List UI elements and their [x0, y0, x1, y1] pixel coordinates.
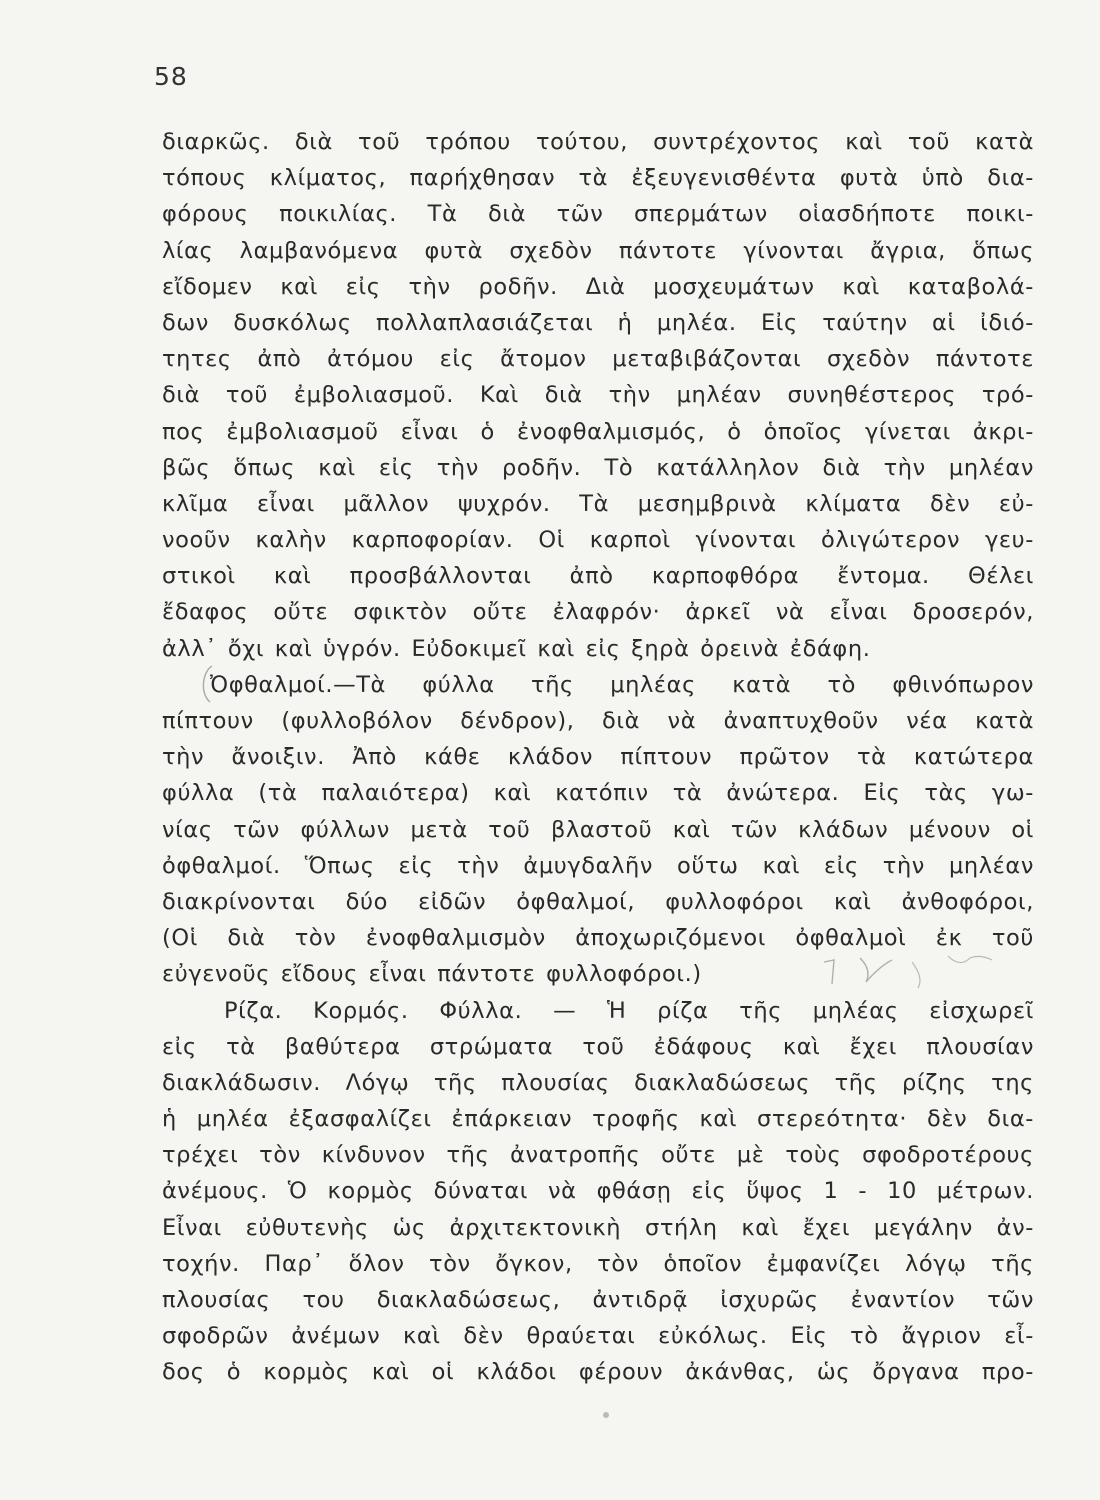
text-line: διακρίνονται δύο εἰδῶν ὀφθαλμοί, φυλλοφόροι καὶ ἀνθοφόροι,	[162, 888, 1034, 915]
body-text	[162, 124, 1034, 1391]
pencil-scribble-mark	[820, 948, 1000, 998]
text-line: πλουσίας του διακλαδώσεως, ἀντιδρᾷ ἰσχυρῶς ἐναντίον τῶν	[162, 1287, 1034, 1313]
text-line: Εἶναι εὐθυτενὴς ὡς ἀρχιτεκτονικὴ στήλη καὶ ἔχει μεγάλην ἀν-	[162, 1214, 1034, 1241]
text-line: εἰς τὰ βαθύτερα στρώματα τοῦ ἐδάφους καὶ ἔχει πλουσίαν	[162, 1033, 1034, 1060]
pencil-bracket-mark	[196, 664, 216, 704]
text-line: τὴν ἄνοιξιν. Ἀπὸ κάθε κλάδον πίπτουν πρῶτον τὰ κατώτερα	[162, 744, 1034, 771]
text-line: νίας τῶν φύλλων μετὰ τοῦ βλαστοῦ καὶ τῶν κλάδων μένουν οἱ	[162, 816, 1034, 843]
text-line: διαρκῶς. διὰ τοῦ τρόπου τούτου, συντρέχοντος καὶ τοῦ κατὰ	[162, 129, 1034, 155]
text-line: κλῖμα εἶναι μᾶλλον ψυχρόν. Τὰ μεσημβρινὰ κλίματα δὲν εὐ-	[162, 490, 1034, 517]
text-line: (Οἱ διὰ τὸν ἐνοφθαλμισμὸν ἀποχωριζόμενοι ὀφθαλμοὶ ἐκ τοῦ	[162, 925, 1034, 952]
text-line: ὀφθαλμοί. Ὅπως εἰς τὴν ἀμυγδαλῆν οὕτω καὶ εἰς τὴν μηλέαν	[162, 852, 1034, 879]
text-line: εἴδομεν καὶ εἰς τὴν ροδῆν. Διὰ μοσχευμάτων καὶ καταβολά-	[162, 273, 1034, 300]
text-line: πος ἐμβολιασμοῦ εἶναι ὁ ἐνοφθαλμισμός, ὁ ὁποῖος γίνεται ἀκρι-	[162, 418, 1034, 445]
text-line: δος ὁ κορμὸς καὶ οἱ κλάδοι φέρουν ἀκάνθας, ὡς ὄργανα προ-	[162, 1359, 1034, 1386]
text-line: τητες ἀπὸ ἀτόμου εἰς ἄτομον μεταβιβάζονται σχεδὸν πάντοτε	[162, 346, 1034, 373]
text-line: στικοὶ καὶ προσβάλλονται ἀπὸ καρποφθόρα ἔντομα. Θέλει	[162, 563, 1034, 590]
text-line: τρέχει τὸν κίνδυνον τῆς ἀνατροπῆς οὔτε μὲ τοὺς σφοδροτέρους	[162, 1142, 1034, 1169]
text-line: δων δυσκόλως πολλαπλασιάζεται ἡ μηλέα. Εἰς ταύτην αἱ ἰδιό-	[162, 309, 1034, 336]
text-line: τόπους κλίματος, παρήχθησαν τὰ ἐξευγενισθέντα φυτὰ ὑπὸ δια-	[162, 165, 1034, 192]
text-line: φόρους ποικιλίας. Τὰ διὰ τῶν σπερμάτων οἱασδήποτε ποικι-	[162, 201, 1034, 228]
text-line: σφοδρῶν ἀνέμων καὶ δὲν θραύεται εὐκόλως. Εἰς τὸ ἄγριον εἶ-	[162, 1323, 1034, 1350]
text-line: λίας λαμβανόμενα φυτὰ σχεδὸν πάντοτε γίνονται ἄγρια, ὅπως	[162, 237, 1034, 264]
text-line: ἔδαφος οὔτε σφικτὸν οὔτε ἐλαφρόν· ἀρκεῖ νὰ εἶναι δροσερόν,	[162, 599, 1034, 626]
text-line: τοχήν. Παρ᾽ ὅλον τὸν ὄγκον, τὸν ὁποῖον ἐμφανίζει λόγῳ τῆς	[162, 1250, 1034, 1277]
text-line: ἡ μηλέα ἐξασφαλίζει ἐπάρκειαν τροφῆς καὶ στερεότητα· δὲν δια-	[162, 1106, 1034, 1133]
text-line: ἀλλ᾽ ὄχι καὶ ὑγρόν. Εὐδοκιμεῖ καὶ εἰς ξηρὰ ὀρεινὰ ἐδάφη.	[162, 635, 871, 662]
page-number: 58	[154, 62, 188, 91]
text-line: διὰ τοῦ ἐμβολιασμοῦ. Καὶ διὰ τὴν μηλέαν συνηθέστερος τρό-	[162, 382, 1034, 409]
text-line: νοοῦν καλὴν καρποφορίαν. Οἱ καρποὶ γίνονται ὀλιγώτερον γευ-	[162, 527, 1034, 554]
text-line: βῶς ὅπως καὶ εἰς τὴν ροδῆν. Τὸ κατάλληλον διὰ τὴν μηλέαν	[162, 454, 1034, 481]
text-line: ἀνέμους. Ὁ κορμὸς δύναται νὰ φθάσῃ εἰς ὕψος 1 - 10 μέτρων.	[162, 1178, 1034, 1205]
text-line: φύλλα (τὰ παλαιότερα) καὶ κατόπιν τὰ ἀνώτερα. Εἰς τὰς γω-	[162, 780, 1034, 807]
section-heading-line: Ὀφθαλμοί.—Τὰ φύλλα τῆς μηλέας κατὰ τὸ φθινόπωρον	[210, 671, 1034, 698]
section-heading-line: Ρίζα. Κορμός. Φύλλα. — Ἡ ρίζα τῆς μηλέας εἰσχωρεῖ	[224, 997, 1034, 1024]
text-line: πίπτουν (φυλλοβόλον δένδρον), διὰ νὰ ἀναπτυχθοῦν νέα κατὰ	[162, 708, 1034, 734]
text-line: διακλάδωσιν. Λόγῳ τῆς πλουσίας διακλαδώσεως τῆς ρίζης της	[162, 1069, 1034, 1096]
text-line: εὐγενοῦς εἴδους εἶναι πάντοτε φυλλοφόροι.)	[162, 961, 702, 988]
speck	[603, 1412, 609, 1418]
